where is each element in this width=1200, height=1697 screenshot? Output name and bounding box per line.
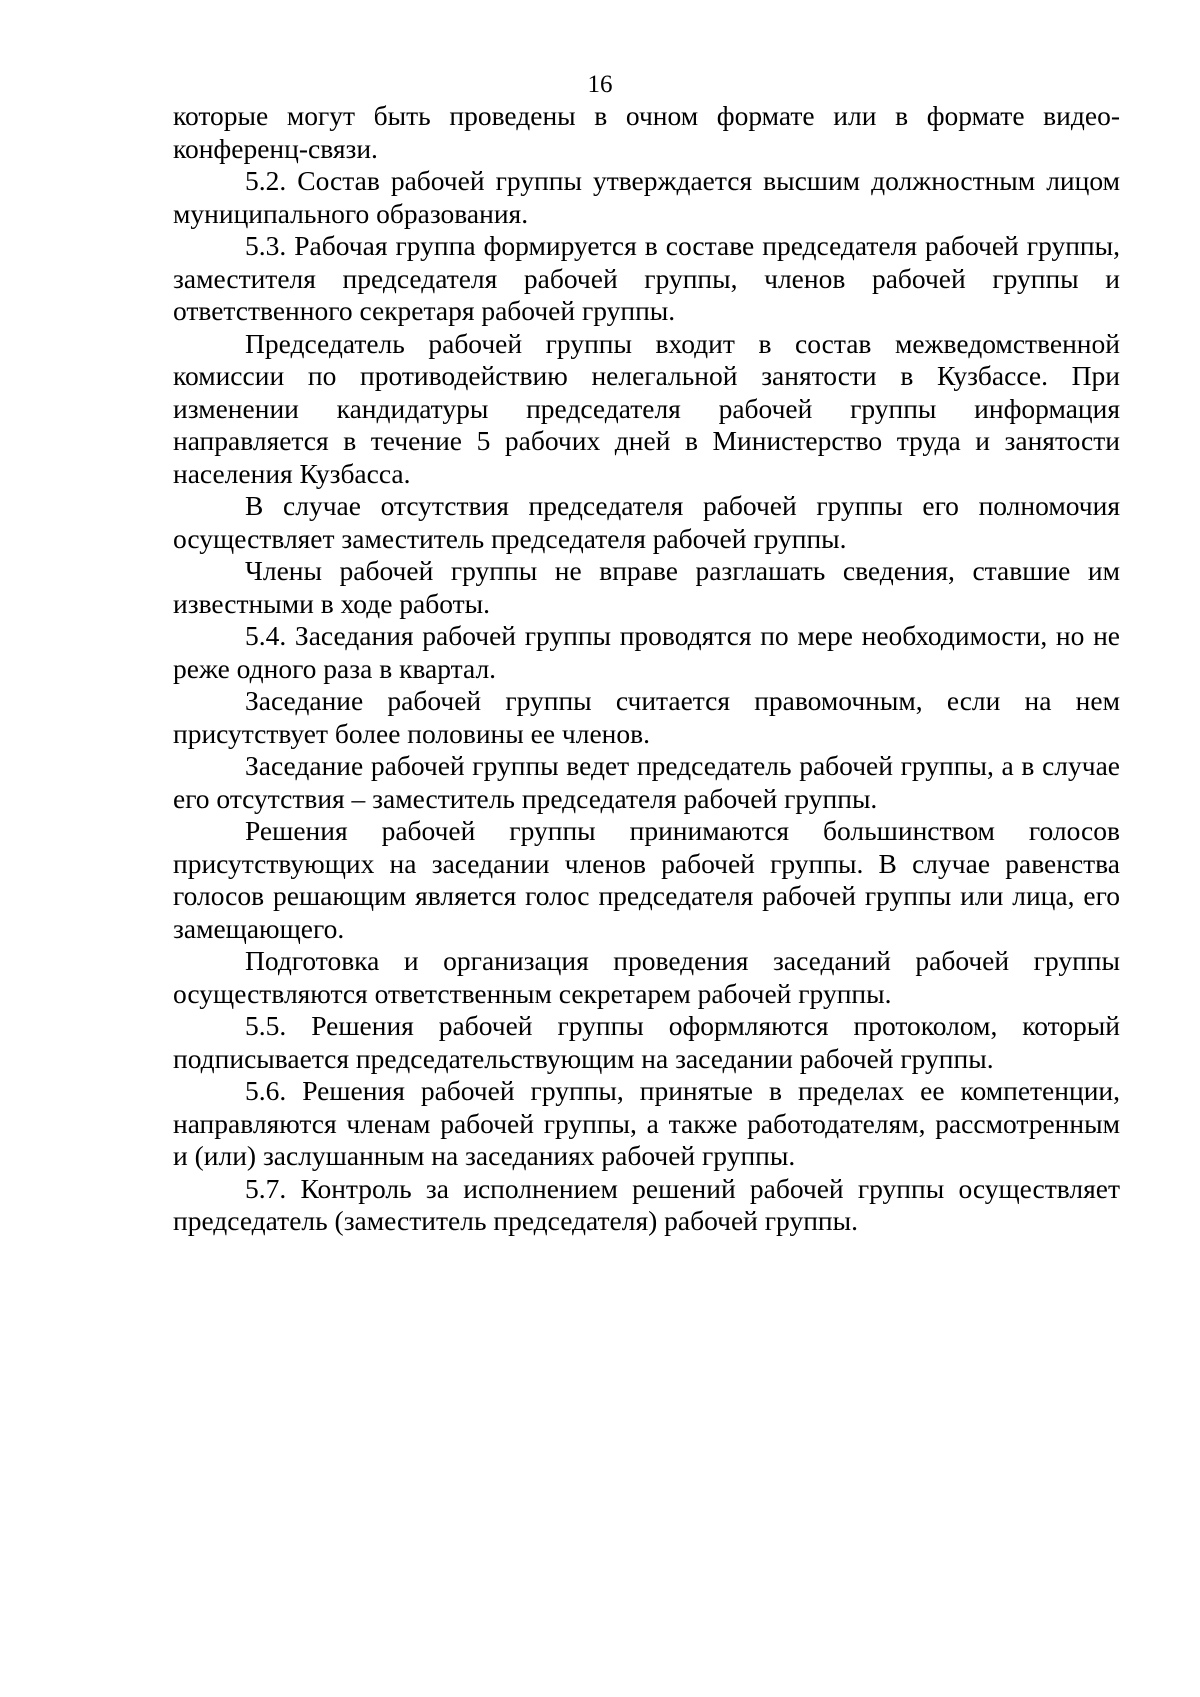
paragraph-5-7: 5.7. Контроль за исполнением решений рабочей группы осуществляет председатель (заместитель председателя) рабочей группы.	[173, 1172, 1120, 1236]
page-number: 16	[587, 71, 613, 98]
paragraph-chairman-commission: Председатель рабочей группы входит в состав межведомственной комиссии по противодействию нелегальной занятости в Кузбассе. При изменении кандидатуры председателя рабочей группы информация направляется в течение 5 рабочих дней в Министерство труда и занятости населения Кузбасса.	[173, 327, 1120, 489]
paragraph-members-confidentiality: Члены рабочей группы не вправе разглашать сведения, ставшие им известными в ходе работы.	[173, 555, 1120, 619]
paragraph-5-2: 5.2. Состав рабочей группы утверждается высшим должностным лицом муниципального образования.	[173, 165, 1120, 229]
document-body	[173, 100, 1120, 1238]
paragraph-5-4: 5.4. Заседания рабочей группы проводятся по мере необходимости, но не реже одного раза в квартал.	[173, 620, 1120, 684]
paragraph-5-5: 5.5. Решения рабочей группы оформляются протоколом, который подписывается председательствующим на заседании рабочей группы.	[173, 1010, 1120, 1074]
paragraph-decisions-vote: Решения рабочей группы принимаются большинством голосов присутствующих на заседании членов рабочей группы. В случае равенства голосов решающим является голос председателя рабочей группы или лица, его замещающего.	[173, 815, 1120, 944]
paragraph-5-3: 5.3. Рабочая группа формируется в составе председателя рабочей группы, заместителя председателя рабочей группы, членов рабочей группы и ответственного секретаря рабочей группы.	[173, 230, 1120, 326]
paragraph-chairman-absence: В случае отсутствия председателя рабочей группы его полномочия осуществляет заместитель председателя рабочей группы.	[173, 490, 1120, 554]
paragraph-quorum: Заседание рабочей группы считается правомочным, если на нем присутствует более половины ее членов.	[173, 685, 1120, 749]
paragraph-continuation: которые могут быть проведены в очном формате или в формате видео-конференц-связи.	[173, 100, 1120, 164]
paragraph-preparation: Подготовка и организация проведения заседаний рабочей группы осуществляются ответственным секретарем рабочей группы.	[173, 945, 1120, 1009]
paragraph-meeting-lead: Заседание рабочей группы ведет председатель рабочей группы, а в случае его отсутствия – заместитель председателя рабочей группы.	[173, 750, 1120, 814]
paragraph-5-6: 5.6. Решения рабочей группы, принятые в пределах ее компетенции, направляются членам рабочей группы, а также работодателям, рассмотренным и (или) заслушанным на заседаниях рабочей группы.	[173, 1075, 1120, 1171]
